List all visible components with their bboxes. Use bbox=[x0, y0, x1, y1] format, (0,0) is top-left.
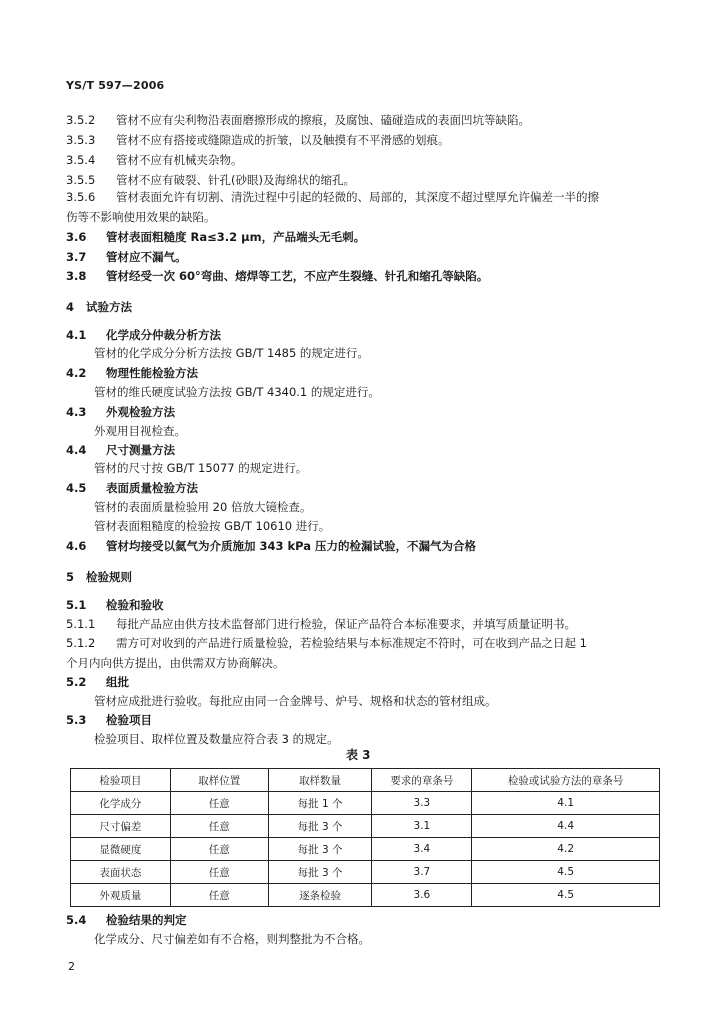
table-cell: 每批 3 个 bbox=[268, 861, 372, 884]
clause-5-2: 5.2 组批 bbox=[66, 675, 129, 689]
clause-5-2-text: 管材应成批进行验收。每批应由同一合金牌号、炉号、规格和状态的管材组成。 bbox=[94, 694, 497, 708]
clause-4-4-text: 管材的尺寸按 GB/T 15077 的规定进行。 bbox=[94, 461, 308, 475]
clause-5-4-text: 化学成分、尺寸偏差如有不合格，则判整批为不合格。 bbox=[94, 932, 370, 946]
clause-3-5-2: 3.5.2 管材不应有尖利物沿表面磨擦形成的擦痕，及腐蚀、磕碰造成的表面凹坑等缺陷。 bbox=[66, 113, 530, 127]
clause-3-5-5: 3.5.5 管材不应有破裂、针孔(砂眼)及海绵状的缩孔。 bbox=[66, 173, 355, 187]
table-cell: 3.4 bbox=[372, 838, 472, 861]
table-cell: 3.6 bbox=[372, 884, 472, 907]
table-3-title: 表 3 bbox=[346, 748, 371, 762]
table-cell: 显微硬度 bbox=[71, 838, 171, 861]
table-3 bbox=[70, 768, 660, 907]
clause-4-2: 4.2 物理性能检验方法 bbox=[66, 366, 198, 380]
table-cell: 4.4 bbox=[472, 815, 660, 838]
clause-5-1-2: 5.1.2 需方可对收到的产品进行质量检验，若检验结果与本标准规定不符时，可在收到产品之日起 1 bbox=[66, 636, 587, 650]
table-cell: 3.7 bbox=[372, 861, 472, 884]
clause-5-3-text: 检验项目、取样位置及数量应符合表 3 的规定。 bbox=[94, 732, 339, 746]
table-cell: 3.3 bbox=[372, 792, 472, 815]
clause-4-1: 4.1 化学成分仲裁分析方法 bbox=[66, 328, 221, 342]
table-cell: 任意 bbox=[170, 861, 268, 884]
table-header-cell: 检验或试验方法的章条号 bbox=[472, 769, 660, 792]
table-cell: 任意 bbox=[170, 815, 268, 838]
section-4-heading: 4 试验方法 bbox=[66, 300, 132, 314]
section-5-heading: 5 检验规则 bbox=[66, 570, 132, 584]
table-header-cell: 检验项目 bbox=[71, 769, 171, 792]
table-cell: 4.5 bbox=[472, 884, 660, 907]
document-id-header: YS/T 597—2006 bbox=[66, 79, 165, 92]
table-cell: 4.1 bbox=[472, 792, 660, 815]
table-cell: 3.1 bbox=[372, 815, 472, 838]
clause-4-5: 4.5 表面质量检验方法 bbox=[66, 481, 198, 495]
page-number: 2 bbox=[68, 960, 75, 973]
clause-5-4: 5.4 检验结果的判定 bbox=[66, 913, 187, 927]
table-header-cell: 取样位置 bbox=[170, 769, 268, 792]
table-header-cell: 取样数量 bbox=[268, 769, 372, 792]
table-cell: 每批 1 个 bbox=[268, 792, 372, 815]
clause-5-1-2-cont: 个月内向供方提出，由供需双方协商解决。 bbox=[66, 656, 285, 670]
table-cell: 逐条检验 bbox=[268, 884, 372, 907]
table-cell: 任意 bbox=[170, 838, 268, 861]
table-cell: 表面状态 bbox=[71, 861, 171, 884]
clause-5-1: 5.1 检验和验收 bbox=[66, 598, 164, 612]
clause-3-7: 3.7 管材应不漏气。 bbox=[66, 250, 187, 264]
clause-3-6: 3.6 管材表面粗糙度 Ra≤3.2 μm，产品端头无毛刺。 bbox=[66, 230, 366, 244]
table-row bbox=[71, 884, 660, 907]
clause-4-3: 4.3 外观检验方法 bbox=[66, 405, 175, 419]
table-cell: 外观质量 bbox=[71, 884, 171, 907]
clause-4-5-text-1: 管材的表面质量检验用 20 倍放大镜检查。 bbox=[94, 500, 312, 514]
clause-3-5-4: 3.5.4 管材不应有机械夹杂物。 bbox=[66, 153, 243, 167]
clause-4-5-text-2: 管材表面粗糙度的检验按 GB/T 10610 进行。 bbox=[94, 519, 331, 533]
table-cell: 每批 3 个 bbox=[268, 815, 372, 838]
clause-5-3: 5.3 检验项目 bbox=[66, 713, 152, 727]
table-cell: 每批 3 个 bbox=[268, 838, 372, 861]
clause-3-8: 3.8 管材经受一次 60°弯曲、熔焊等工艺，不应产生裂缝、针孔和缩孔等缺陷。 bbox=[66, 269, 489, 283]
clause-3-5-3: 3.5.3 管材不应有搭接或缝隙造成的折皱，以及触摸有不平滑感的划痕。 bbox=[66, 133, 450, 147]
clause-4-3-text: 外观用目视检查。 bbox=[94, 424, 186, 438]
clause-3-5-6-cont: 伤等不影响使用效果的缺陷。 bbox=[66, 210, 216, 224]
table-row bbox=[71, 861, 660, 884]
table-cell: 任意 bbox=[170, 792, 268, 815]
table-row bbox=[71, 838, 660, 861]
clause-4-4: 4.4 尺寸测量方法 bbox=[66, 443, 175, 457]
table-row bbox=[71, 792, 660, 815]
clause-4-6: 4.6 管材均接受以氦气为介质施加 343 kPa 压力的检漏试验，不漏气为合格 bbox=[66, 539, 477, 553]
table-header-row bbox=[71, 769, 660, 792]
clause-4-1-text: 管材的化学成分分析方法按 GB/T 1485 的规定进行。 bbox=[94, 346, 369, 360]
table-cell: 化学成分 bbox=[71, 792, 171, 815]
clause-5-1-1: 5.1.1 每批产品应由供方技术监督部门进行检验，保证产品符合本标准要求，并填写质量证明书。 bbox=[66, 617, 576, 631]
table-row bbox=[71, 815, 660, 838]
table-cell: 4.2 bbox=[472, 838, 660, 861]
clause-4-2-text: 管材的维氏硬度试验方法按 GB/T 4340.1 的规定进行。 bbox=[94, 385, 380, 399]
clause-3-5-6: 3.5.6 管材表面允许有切割、清洗过程中引起的轻微的、局部的，其深度不超过壁厚允许偏差一半的擦 bbox=[66, 190, 599, 204]
table-cell: 任意 bbox=[170, 884, 268, 907]
table-cell: 4.5 bbox=[472, 861, 660, 884]
table-cell: 尺寸偏差 bbox=[71, 815, 171, 838]
table-header-cell: 要求的章条号 bbox=[372, 769, 472, 792]
